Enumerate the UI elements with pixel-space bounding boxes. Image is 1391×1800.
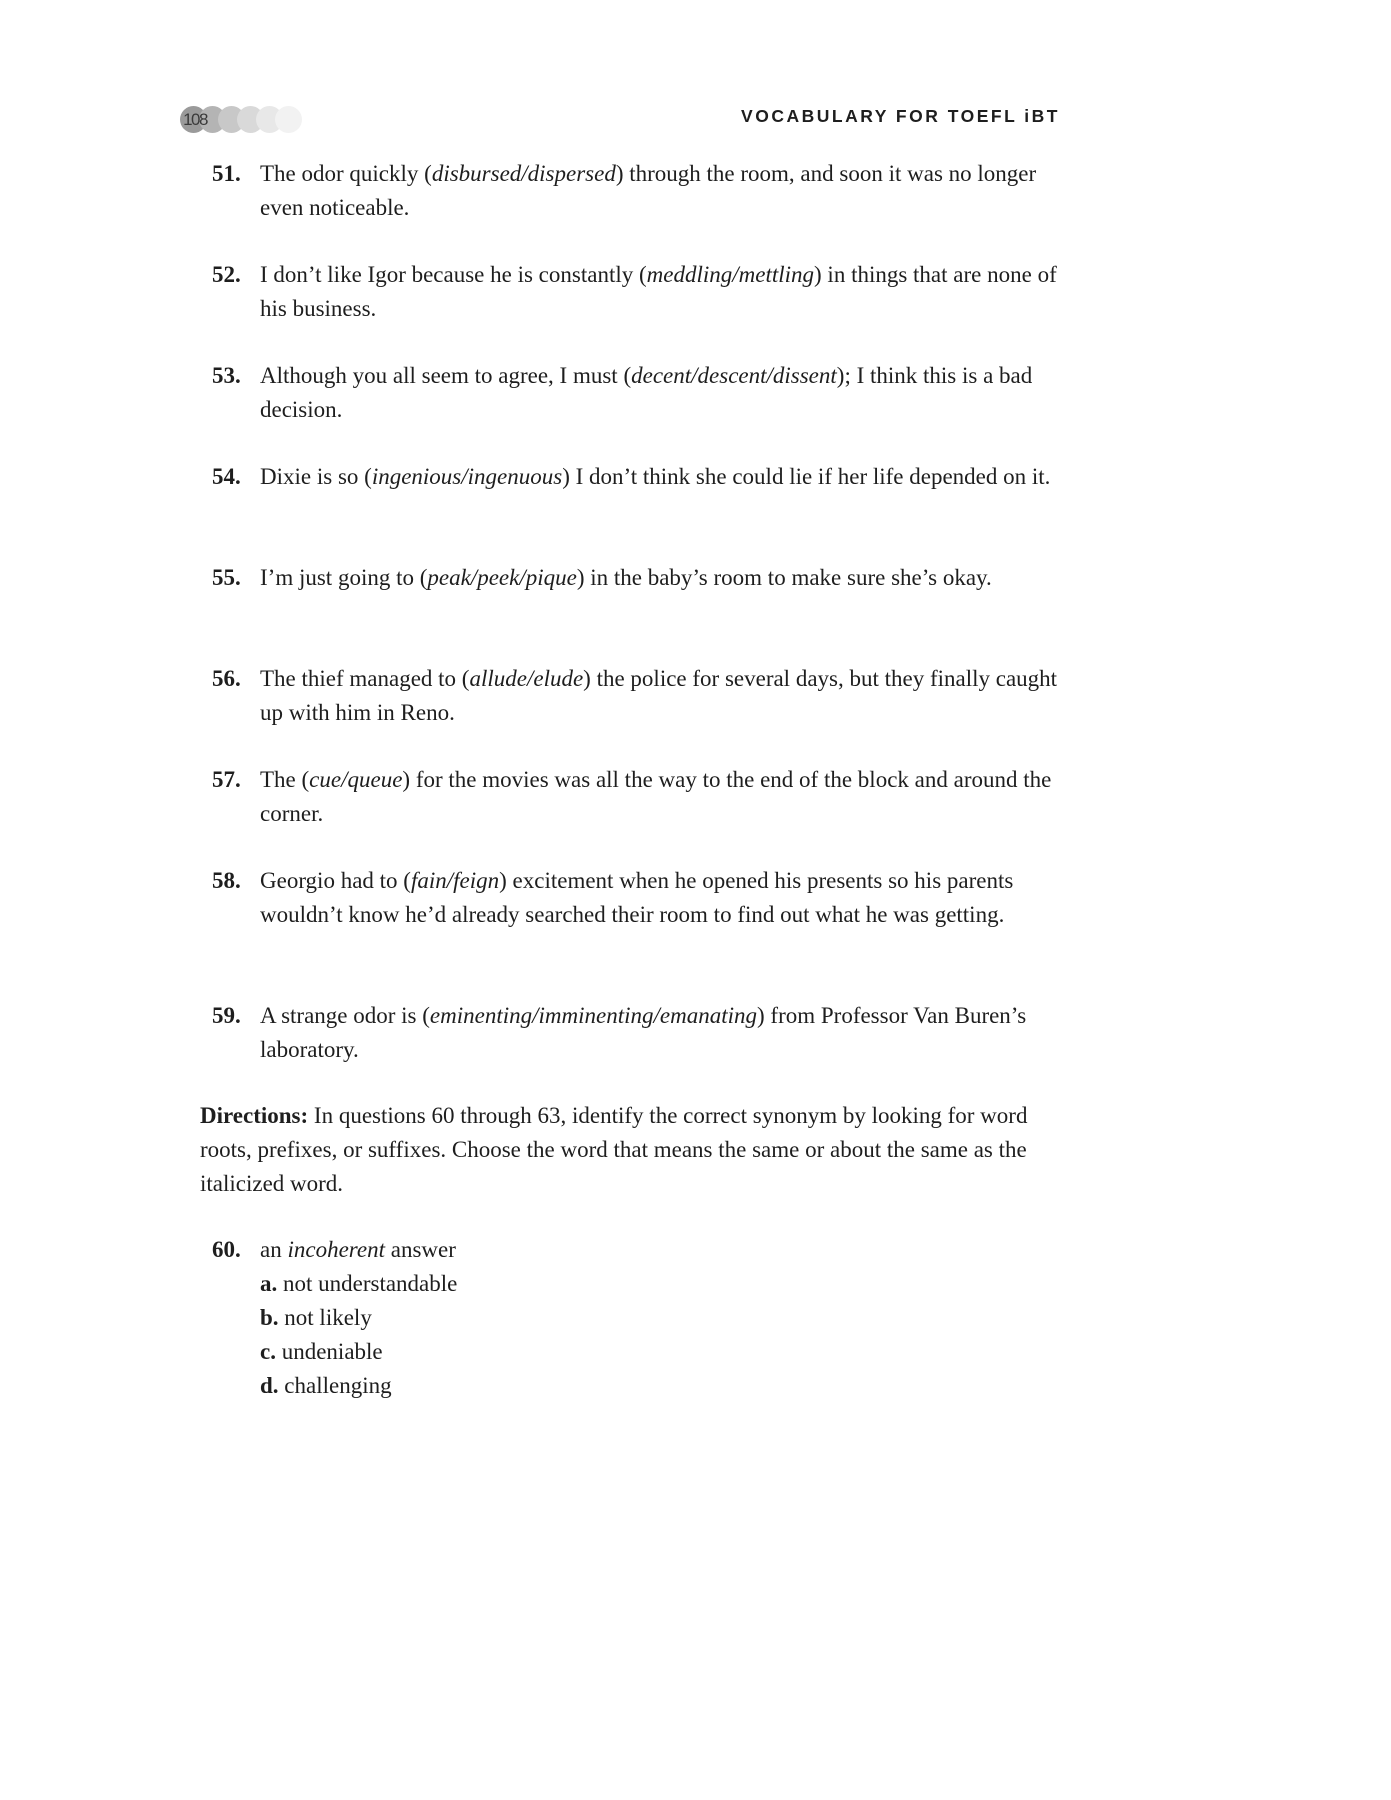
word-options: cue/queue: [309, 767, 403, 792]
question-60: [212, 1233, 1072, 1403]
question-number: 52.: [212, 262, 241, 287]
question-text: an incoherent answer: [260, 1237, 456, 1262]
answer-choice-a: a. not understandable: [260, 1271, 458, 1296]
word-options: allude/elude: [469, 666, 584, 691]
question-number: 59.: [212, 1003, 241, 1028]
word-options: peak/peek/pique: [427, 565, 577, 590]
word-options: decent/descent/dissent: [631, 363, 837, 388]
question-text: I don’t like Igor because he is constantly (meddling/mettling) in things that are none of his business.: [260, 262, 1057, 321]
directions-paragraph: [200, 1099, 1072, 1201]
page-number: 108: [183, 110, 207, 129]
question-number: 57.: [212, 767, 241, 792]
header-dots-decoration: [180, 104, 340, 134]
question-number: 53.: [212, 363, 241, 388]
question-53: [212, 359, 1072, 427]
word-options: ingenious/ingenuous: [371, 464, 563, 489]
directions-label: Directions:: [200, 1103, 309, 1128]
question-57: [212, 763, 1072, 831]
directions-text: In questions 60 through 63, identify the correct synonym by looking for word roots, prefixes, or suffixes. Choose the word that means the same or about the same as the italicized word.: [200, 1103, 1028, 1196]
question-text: Georgio had to (fain/feign) excitement when he opened his presents so his parents wouldn’t know he’d already searched their room to find out what he was getting.: [260, 868, 1014, 927]
question-text: A strange odor is (eminenting/imminenting/emanating) from Professor Van Buren’s laboratory.: [260, 1003, 1027, 1062]
answer-choices: [260, 1267, 1072, 1403]
question-58: [212, 864, 1072, 932]
answer-choice-d: d. challenging: [260, 1373, 392, 1398]
question-text: Although you all seem to agree, I must (decent/descent/dissent); I think this is a bad decision.: [260, 363, 1033, 422]
question-text: I’m just going to (peak/peek/pique) in the baby’s room to make sure she’s okay.: [260, 565, 992, 590]
question-52: [212, 258, 1072, 326]
question-number: 56.: [212, 666, 241, 691]
question-number: 55.: [212, 565, 241, 590]
question-55: [212, 561, 1072, 595]
word-options: fain/feign: [410, 868, 500, 893]
page-header: [180, 104, 1060, 134]
word-options: meddling/mettling: [646, 262, 815, 287]
question-number: 51.: [212, 161, 241, 186]
question-56: [212, 662, 1072, 730]
question-text: Dixie is so (ingenious/ingenuous) I don’t think she could lie if her life depended on it.: [260, 464, 1051, 489]
question-text: The (cue/queue) for the movies was all the way to the end of the block and around the corner.: [260, 767, 1052, 826]
answer-choice-b: b. not likely: [260, 1305, 372, 1330]
question-54: [212, 460, 1072, 494]
question-text: The thief managed to (allude/elude) the police for several days, but they finally caught up with him in Reno.: [260, 666, 1058, 725]
header-dot: [275, 106, 302, 133]
question-59: [212, 999, 1072, 1067]
question-number: 58.: [212, 868, 241, 893]
question-text: The odor quickly (disbursed/dispersed) through the room, and soon it was no longer even noticeable.: [260, 161, 1037, 220]
running-title: VOCABULARY FOR TOEFL iBT: [741, 106, 1060, 126]
italicized-word: incoherent: [287, 1237, 385, 1262]
answer-choice-c: c. undeniable: [260, 1339, 383, 1364]
word-options: eminenting/imminenting/emanating: [429, 1003, 757, 1028]
word-options: disbursed/dispersed: [431, 161, 616, 186]
question-number: 54.: [212, 464, 241, 489]
question-51: [212, 157, 1072, 225]
question-number: 60.: [212, 1237, 241, 1262]
